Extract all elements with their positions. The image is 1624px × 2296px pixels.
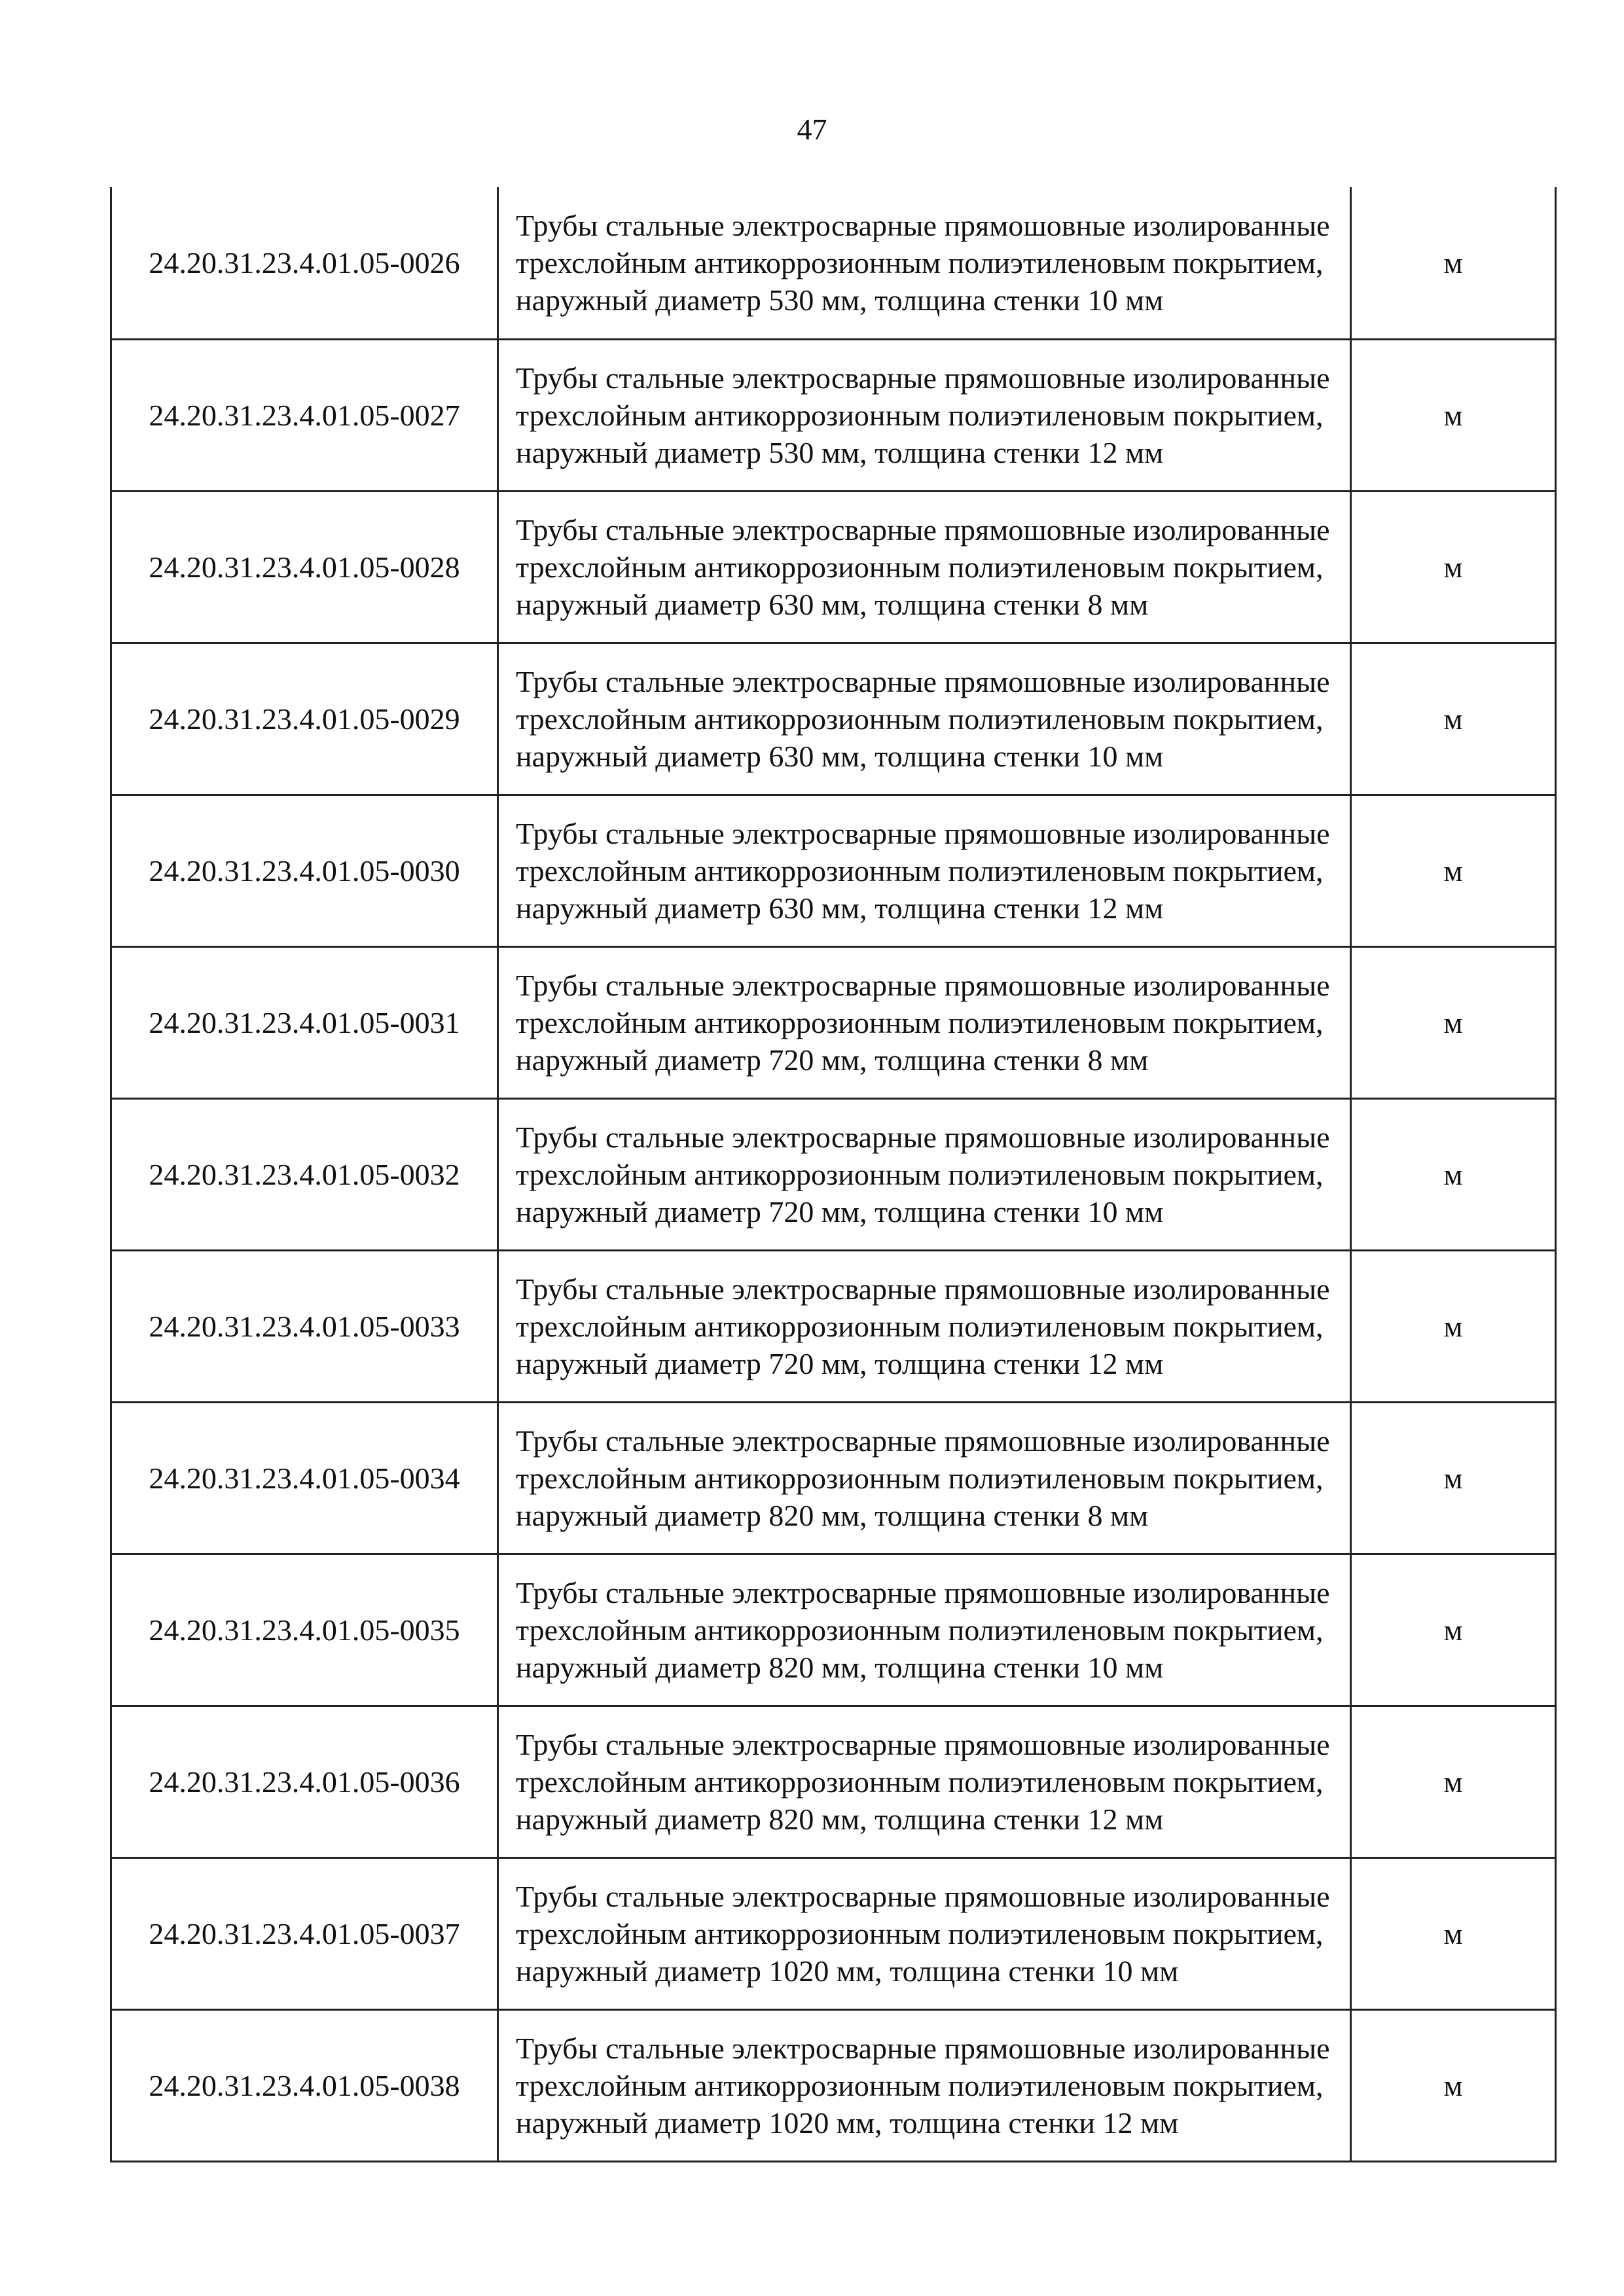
table-row [111, 643, 1556, 795]
item-code: 24.20.31.23.4.01.05-0028 [111, 491, 498, 643]
table-row [111, 1857, 1556, 2009]
item-name: Трубы стальные электросварные прямошовные изолированные трехслойным антикоррозионным полиэтиленовым покрытием, наружный диаметр 820 мм, толщина стенки 10 мм [498, 1554, 1351, 1706]
item-unit: м [1351, 187, 1556, 339]
item-name: Трубы стальные электросварные прямошовные изолированные трехслойным антикоррозионным полиэтиленовым покрытием, наружный диаметр 820 мм, толщина стенки 12 мм [498, 1706, 1351, 1857]
item-name: Трубы стальные электросварные прямошовные изолированные трехслойным антикоррозионным полиэтиленовым покрытием, наружный диаметр 530 мм, толщина стенки 10 мм [498, 187, 1351, 339]
table-row [111, 1402, 1556, 1554]
table-row [111, 946, 1556, 1098]
table-row [111, 1706, 1556, 1857]
item-unit: м [1351, 1706, 1556, 1857]
table-row [111, 795, 1556, 946]
item-name: Трубы стальные электросварные прямошовные изолированные трехслойным антикоррозионным полиэтиленовым покрытием, наружный диаметр 720 мм, толщина стенки 10 мм [498, 1098, 1351, 1250]
item-code: 24.20.31.23.4.01.05-0027 [111, 339, 498, 491]
item-name: Трубы стальные электросварные прямошовные изолированные трехслойным антикоррозионным полиэтиленовым покрытием, наружный диаметр 630 мм, толщина стенки 12 мм [498, 795, 1351, 946]
item-unit: м [1351, 2009, 1556, 2161]
item-code: 24.20.31.23.4.01.05-0035 [111, 1554, 498, 1706]
table-row [111, 1554, 1556, 1706]
item-unit: м [1351, 1402, 1556, 1554]
item-name: Трубы стальные электросварные прямошовные изолированные трехслойным антикоррозионным полиэтиленовым покрытием, наружный диаметр 720 мм, толщина стенки 8 мм [498, 946, 1351, 1098]
item-name: Трубы стальные электросварные прямошовные изолированные трехслойным антикоррозионным полиэтиленовым покрытием, наружный диаметр 1020 мм, толщина стенки 10 мм [498, 1857, 1351, 2009]
table-row [111, 1098, 1556, 1250]
materials-table [110, 187, 1557, 2162]
item-code: 24.20.31.23.4.01.05-0030 [111, 795, 498, 946]
table-row [111, 339, 1556, 491]
item-code: 24.20.31.23.4.01.05-0036 [111, 1706, 498, 1857]
item-unit: м [1351, 1098, 1556, 1250]
item-name: Трубы стальные электросварные прямошовные изолированные трехслойным антикоррозионным полиэтиленовым покрытием, наружный диаметр 820 мм, толщина стенки 8 мм [498, 1402, 1351, 1554]
item-name: Трубы стальные электросварные прямошовные изолированные трехслойным антикоррозионным полиэтиленовым покрытием, наружный диаметр 1020 мм, толщина стенки 12 мм [498, 2009, 1351, 2161]
item-code: 24.20.31.23.4.01.05-0037 [111, 1857, 498, 2009]
item-name: Трубы стальные электросварные прямошовные изолированные трехслойным антикоррозионным полиэтиленовым покрытием, наружный диаметр 630 мм, толщина стенки 10 мм [498, 643, 1351, 795]
item-code: 24.20.31.23.4.01.05-0034 [111, 1402, 498, 1554]
item-unit: м [1351, 1857, 1556, 2009]
item-code: 24.20.31.23.4.01.05-0029 [111, 643, 498, 795]
item-name: Трубы стальные электросварные прямошовные изолированные трехслойным антикоррозионным полиэтиленовым покрытием, наружный диаметр 720 мм, толщина стенки 12 мм [498, 1250, 1351, 1402]
table-row [111, 187, 1556, 339]
table-row [111, 2009, 1556, 2161]
item-code: 24.20.31.23.4.01.05-0038 [111, 2009, 498, 2161]
item-code: 24.20.31.23.4.01.05-0031 [111, 946, 498, 1098]
item-unit: м [1351, 1250, 1556, 1402]
item-unit: м [1351, 643, 1556, 795]
item-name: Трубы стальные электросварные прямошовные изолированные трехслойным антикоррозионным полиэтиленовым покрытием, наружный диаметр 530 мм, толщина стенки 12 мм [498, 339, 1351, 491]
item-code: 24.20.31.23.4.01.05-0026 [111, 187, 498, 339]
item-code: 24.20.31.23.4.01.05-0032 [111, 1098, 498, 1250]
page-number: 47 [797, 113, 827, 146]
item-unit: м [1351, 795, 1556, 946]
item-unit: м [1351, 1554, 1556, 1706]
item-code: 24.20.31.23.4.01.05-0033 [111, 1250, 498, 1402]
table-row [111, 1250, 1556, 1402]
item-unit: м [1351, 491, 1556, 643]
table-row [111, 491, 1556, 643]
item-unit: м [1351, 946, 1556, 1098]
item-unit: м [1351, 339, 1556, 491]
item-name: Трубы стальные электросварные прямошовные изолированные трехслойным антикоррозионным полиэтиленовым покрытием, наружный диаметр 630 мм, толщина стенки 8 мм [498, 491, 1351, 643]
